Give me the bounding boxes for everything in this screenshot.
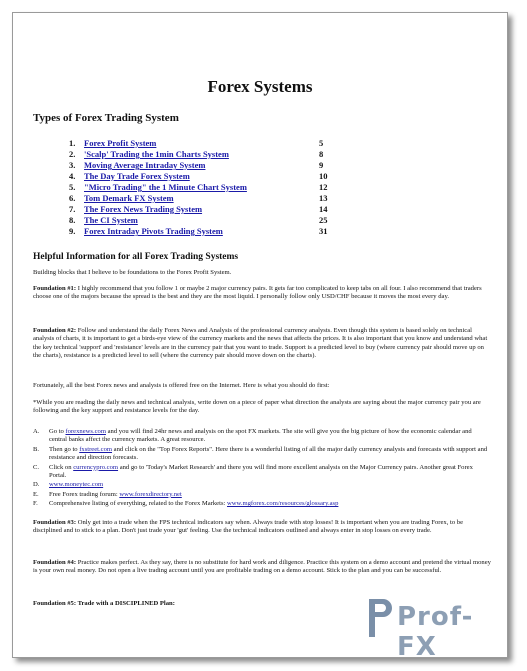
document-title: Forex Systems <box>207 77 313 96</box>
list-item: F. Comprehensive listing of everything, related to the Forex Markets: www.mgforex.com/resources/glossary.asp <box>33 500 339 508</box>
resource-link[interactable]: www.moneytec.com <box>49 481 104 489</box>
resource-link[interactable]: fxstreet.com <box>79 445 112 453</box>
resource-list <box>33 428 491 510</box>
toc-link[interactable]: The Forex News Trading System <box>84 204 203 214</box>
list-item: C. Click on currencypro.com and go to 'Today's Market Research' and there you will find more excellent analysis on the Major Currency pairs. Another great Forex Portal. <box>33 463 473 480</box>
toc-item: 8. The CI System 25 <box>69 215 328 225</box>
foundation-3: Foundation #3: Only get into a trade when the FPS technical indicators say when. Always trade with stop losses! It is important when you are trading Forex, to be disciplined and to stick to a plan. Don't just trade your 'gut' feeling. Use the technical indicators outlined and always enter in stop losses on every trade. <box>33 519 464 535</box>
list-item: B. Then go to fxstreet.com and click on the "Top Forex Reports". Here there is a wonderful listing of all the major daily currency analysis and forecasts with support and resistance and direction forecasts. <box>33 445 488 462</box>
toc-item: 7. The Forex News Trading System 14 <box>69 204 328 214</box>
resource-link[interactable]: forexnews.com <box>65 428 106 435</box>
toc-link[interactable]: Forex Profit System <box>84 138 157 148</box>
logo-text: Prof-FX <box>397 602 474 658</box>
while-reading-text: *While you are reading the daily news and technical analysis, write down on a piece of paper what direction the analysts are saying about the major currency pair you are following and the key support and resistance levels for the day. <box>33 399 481 415</box>
table-of-contents <box>69 138 339 237</box>
foundation-5: Foundation #5: Trade with a DISCIPLINED Plan: <box>33 600 175 607</box>
toc-link[interactable]: 'Scalp' Trading the 1min Charts System <box>84 149 229 159</box>
toc-item: 1. Forex Profit System 5 <box>69 138 324 148</box>
toc-item: 6. Tom Demark FX System 13 <box>69 193 328 203</box>
toc-item: 9. Forex Intraday Pivots Trading System 31 <box>69 226 328 236</box>
list-item: D. www.moneytec.com <box>33 481 104 489</box>
toc-item: 2. 'Scalp' Trading the 1min Charts System 8 <box>69 149 324 159</box>
types-heading: Types of Forex Trading System <box>33 112 179 124</box>
foundation-4: Foundation #4: Practice makes perfect. As they say, there is no substitute for hard work and diligence. Practice this system on a demo account and pretend the virtual money is your own real money. Do not open a live trading account until you are profitable trading on a demo account. Stick to the plan and you can be successful. <box>33 559 491 575</box>
toc-item: 5. "Micro Trading" the 1 Minute Chart System 12 <box>69 182 328 192</box>
foundation-1: Foundation #1: I highly recommend that you follow 1 or maybe 2 major currency pairs. It gets far too complicated to keep tabs on all four. I also recommend that traders choose one of the majors because the spread is the best and they are the most liquid. I personally follow only USD/CHF because it moves the most every day. <box>33 285 482 301</box>
toc-link[interactable]: Moving Average Intraday System <box>84 160 206 170</box>
building-blocks-text: Building blocks that I believe to be foundations to the Forex Profit System. <box>33 269 232 276</box>
helpful-heading: Helpful Information for all Forex Trading Systems <box>33 252 239 262</box>
resource-link[interactable]: www.mgforex.com/resources/glossary.asp <box>227 500 339 508</box>
toc-item: 4. The Day Trade Forex System 10 <box>69 171 328 181</box>
list-item: A. Go to forexnews.com and you will find 24hr news and analysis on the spot FX markets. The site will give you the big picture of how the economic calendar and central banks affect the currency markets. A great resource. <box>33 428 472 444</box>
toc-link[interactable]: The Day Trade Forex System <box>84 171 190 181</box>
resource-link[interactable]: currencypro.com <box>73 463 119 471</box>
fortunately-text: Fortunately, all the best Forex news and analysis is offered free on the Internet. Here is what you should do first: <box>33 382 330 389</box>
list-item: E. Free Forex trading forum: www.forexdirectory.net <box>33 490 182 498</box>
document-page <box>12 12 508 658</box>
logo-mark-icon <box>367 593 393 639</box>
foundation-2: Foundation #2: Follow and understand the daily Forex News and Analysis of the professional currency analysts. Even though this system is based solely on technical analysis of charts, it is important to get a birds-eye view of the currency markets and the news that affects the prices. It is also important that you know and understand what the key technical 'support' and 'resistance' levels are in the currency pair that you want to trade. Support is a predicted level to buy (where currency pair should move up on the charts), resistance is a predicted level to sell (where the currency pair should move down on the charts). <box>33 327 488 360</box>
resource-link[interactable]: www.forexdirectory.net <box>119 490 182 498</box>
toc-link[interactable]: "Micro Trading" the 1 Minute Chart System <box>84 182 247 192</box>
toc-link[interactable]: The CI System <box>84 215 138 225</box>
toc-link[interactable]: Tom Demark FX System <box>84 193 174 203</box>
toc-item: 3. Moving Average Intraday System 9 <box>69 160 324 170</box>
toc-link[interactable]: Forex Intraday Pivots Trading System <box>84 226 223 236</box>
